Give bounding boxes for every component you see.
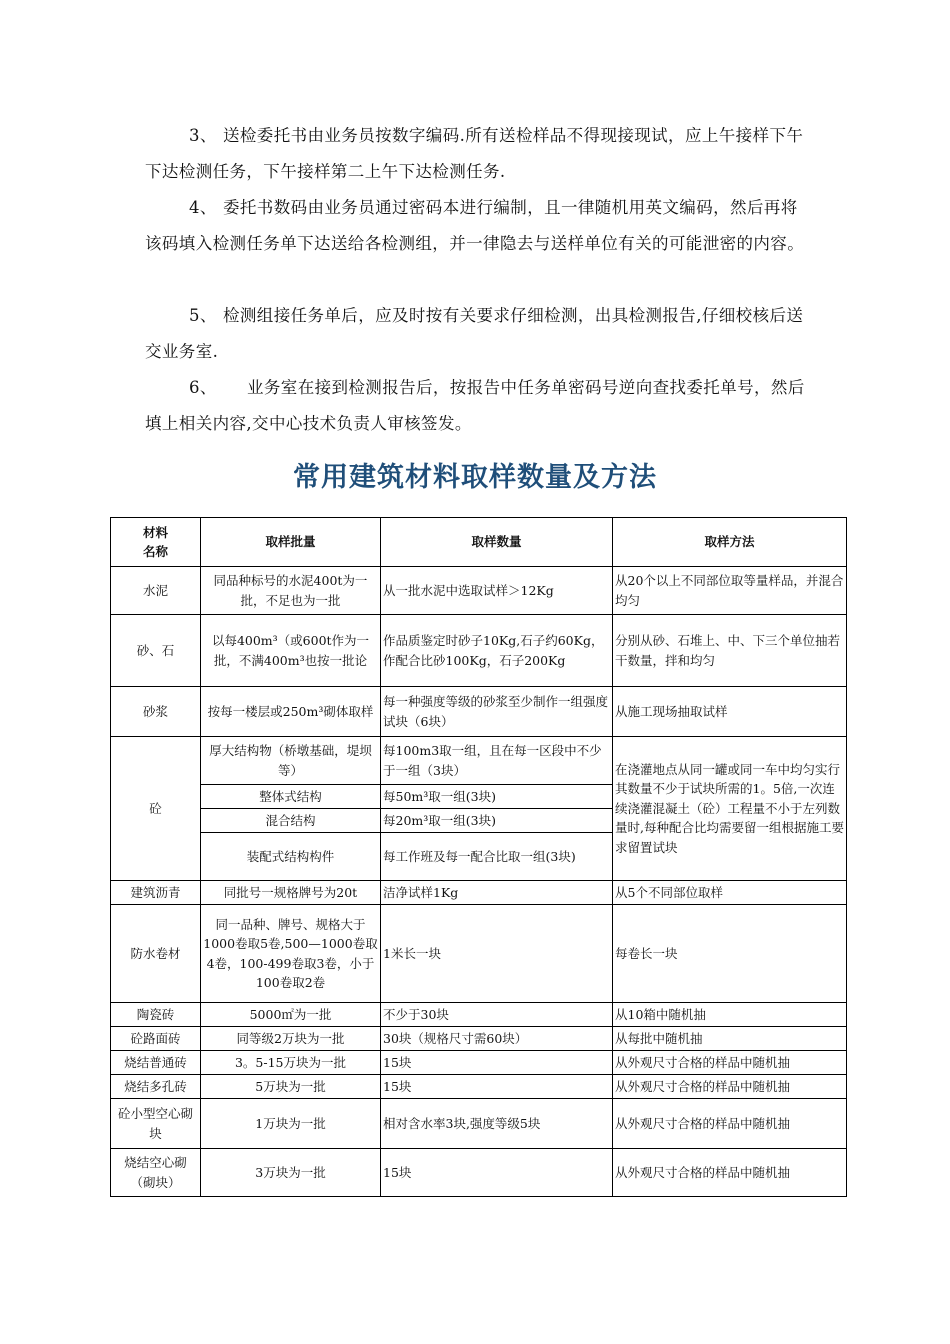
table-row <box>111 1075 847 1099</box>
cell-batch: 厚大结构物（桥墩基础，堤坝等） <box>201 737 381 785</box>
cell-method: 从外观尺寸合格的样品中随机抽 <box>613 1051 847 1075</box>
paragraph-5 <box>145 298 810 370</box>
cell-method: 在浇灌地点从同一罐或同一车中均匀实行其数量不少于试块所需的1。5倍,一次连续浇灌混凝土（砼）工程量不小于左列数量时,每种配合比均需要留一组根据施工要求留置试块 <box>613 737 847 881</box>
cell-batch: 1万块为一批 <box>201 1099 381 1149</box>
cell-method: 从每批中随机抽 <box>613 1027 847 1051</box>
cell-quantity: 每20m³取一组(3块) <box>381 809 613 833</box>
paragraph-number: 5、 <box>189 306 217 325</box>
cell-batch: 5万块为一批 <box>201 1075 381 1099</box>
table-row <box>111 881 847 905</box>
cell-batch: 按每一楼层或250m³砌体取样 <box>201 687 381 737</box>
header-method: 取样方法 <box>613 518 847 567</box>
table-row <box>111 905 847 1003</box>
paragraph-text: 委托书数码由业务员通过密码本进行编制，且一律随机用英文编码，然后再将该码填入检测任务单下达送给各检测组，并一律隐去与送样单位有关的可能泄密的内容。 <box>145 198 805 253</box>
cell-quantity: 每50m³取一组(3块) <box>381 785 613 809</box>
cell-method: 从外观尺寸合格的样品中随机抽 <box>613 1075 847 1099</box>
cell-material: 防水卷材 <box>111 905 201 1003</box>
cell-method: 分别从砂、石堆上、中、下三个单位抽若干数量，拌和均匀 <box>613 615 847 687</box>
paragraph-4 <box>145 190 810 262</box>
table-row <box>111 567 847 615</box>
cell-material: 砼路面砖 <box>111 1027 201 1051</box>
cell-material: 砼 <box>111 737 201 881</box>
cell-material: 砂、石 <box>111 615 201 687</box>
table-row <box>111 737 847 785</box>
table-row <box>111 1099 847 1149</box>
cell-method: 从外观尺寸合格的样品中随机抽 <box>613 1149 847 1197</box>
table-row <box>111 1003 847 1027</box>
cell-batch: 5000㎡为一批 <box>201 1003 381 1027</box>
cell-method: 从20个以上不同部位取等量样品，并混合均匀 <box>613 567 847 615</box>
cell-batch: 同批号一规格牌号为20t <box>201 881 381 905</box>
section-title: 常用建筑材料取样数量及方法 <box>293 462 657 493</box>
cell-quantity: 15块 <box>381 1149 613 1197</box>
table-row <box>111 1027 847 1051</box>
cell-method: 从施工现场抽取试样 <box>613 687 847 737</box>
cell-method: 从外观尺寸合格的样品中随机抽 <box>613 1099 847 1149</box>
cell-quantity: 1米长一块 <box>381 905 613 1003</box>
paragraph-text: 业务室在接到检测报告后，按报告中任务单密码号逆向查找委托单号，然后填上相关内容,交中心技术负责人审核签发。 <box>145 378 805 433</box>
table-row <box>111 1149 847 1197</box>
paragraph-6 <box>145 370 810 442</box>
table-row <box>111 615 847 687</box>
table-row <box>111 1051 847 1075</box>
cell-batch: 同品种标号的水泥400t为一批，不足也为一批 <box>201 567 381 615</box>
cell-material: 砼小型空心砌块 <box>111 1099 201 1149</box>
cell-material: 陶瓷砖 <box>111 1003 201 1027</box>
paragraph-number: 4、 <box>189 198 217 217</box>
cell-material: 建筑沥青 <box>111 881 201 905</box>
cell-batch: 3万块为一批 <box>201 1149 381 1197</box>
cell-batch: 整体式结构 <box>201 785 381 809</box>
cell-batch: 以每400m³（或600t作为一批，不满400m³也按一批论 <box>201 615 381 687</box>
cell-quantity: 15块 <box>381 1051 613 1075</box>
cell-quantity: 每工作班及每一配合比取一组(3块) <box>381 833 613 881</box>
cell-quantity: 不少于30块 <box>381 1003 613 1027</box>
cell-quantity: 相对含水率3块,强度等级5块 <box>381 1099 613 1149</box>
cell-batch: 混合结构 <box>201 809 381 833</box>
cell-material: 烧结多孔砖 <box>111 1075 201 1099</box>
paragraph-3 <box>145 118 810 190</box>
cell-quantity: 从一批水泥中选取试样＞12Kg <box>381 567 613 615</box>
header-batch: 取样批量 <box>201 518 381 567</box>
cell-batch: 同等级2万块为一批 <box>201 1027 381 1051</box>
paragraph-text: 检测组接任务单后，应及时按有关要求仔细检测，出具检测报告,仔细校核后送交业务室. <box>145 306 804 361</box>
sampling-table <box>110 517 847 1197</box>
cell-material: 水泥 <box>111 567 201 615</box>
cell-quantity: 15块 <box>381 1075 613 1099</box>
cell-batch: 装配式结构构件 <box>201 833 381 881</box>
paragraph-text: 送检委托书由业务员按数字编码.所有送检样品不得现接现试，应上午接样下午下达检测任务，下午接样第二上午下达检测任务. <box>145 126 804 181</box>
cell-method: 从5个不同部位取样 <box>613 881 847 905</box>
cell-batch: 同一品种、牌号、规格大于1000卷取5卷,500—1000卷取4卷，100-499卷取3卷，小于100卷取2卷 <box>201 905 381 1003</box>
cell-material: 烧结普通砖 <box>111 1051 201 1075</box>
cell-method: 从10箱中随机抽 <box>613 1003 847 1027</box>
table-row <box>111 687 847 737</box>
cell-method: 每卷长一块 <box>613 905 847 1003</box>
cell-material: 烧结空心砌（砌块） <box>111 1149 201 1197</box>
cell-quantity: 每100m3取一组，且在每一区段中不少于一组（3块） <box>381 737 613 785</box>
cell-quantity: 30块（规格尺寸需60块） <box>381 1027 613 1051</box>
cell-quantity: 作品质鉴定时砂子10Kg,石子约60Kg，作配合比砂100Kg，石子200Kg <box>381 615 613 687</box>
paragraph-number: 6、 <box>189 378 217 397</box>
cell-batch: 3。5-15万块为一批 <box>201 1051 381 1075</box>
table-header-row <box>111 518 847 567</box>
cell-quantity: 每一种强度等级的砂浆至少制作一组强度试块（6块） <box>381 687 613 737</box>
header-quantity: 取样数量 <box>381 518 613 567</box>
cell-quantity: 洁净试样1Kg <box>381 881 613 905</box>
paragraph-number: 3、 <box>189 126 217 145</box>
cell-material: 砂浆 <box>111 687 201 737</box>
header-material: 材料 名称 <box>111 518 201 567</box>
